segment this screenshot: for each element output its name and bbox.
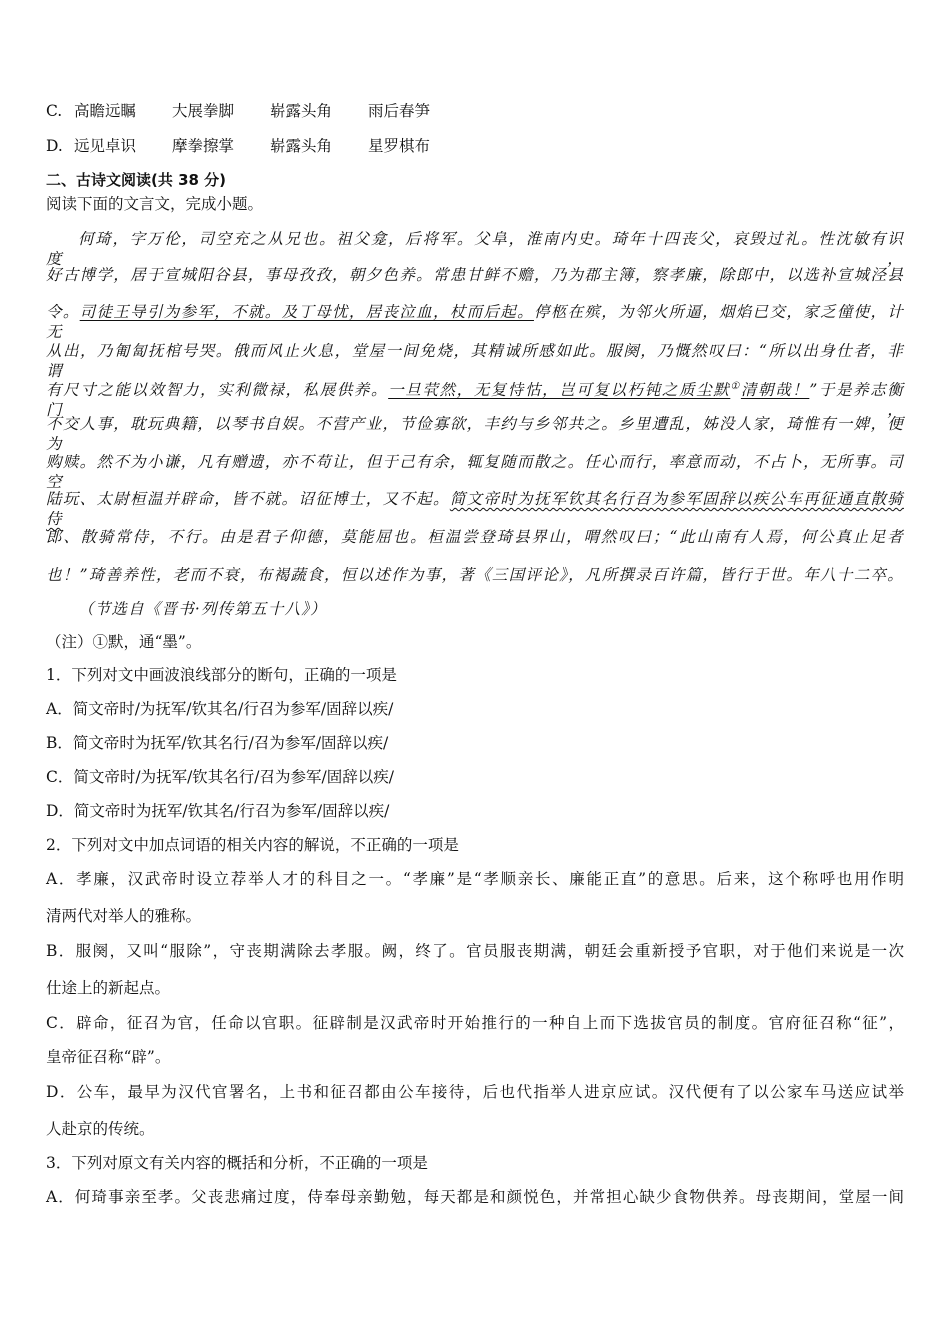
section-title: 二、古诗文阅读(共 38 分) bbox=[46, 171, 227, 189]
passage-line: 好古博学，居于宣城阳谷县，事母孜孜，朝夕色养。常患甘鲜不赡，乃为郡主簿，察孝廉，除郎中，以选补宣城泾县 bbox=[46, 266, 904, 284]
wavy-underlined-sentence: 简文帝时为抚军钦其名行召为参军固辞以疾公车再征通直散骑侍 bbox=[46, 490, 904, 528]
option-label: D. bbox=[46, 137, 63, 155]
passage-line bbox=[46, 489, 904, 529]
question-1-option-b: B．简文帝时为抚军/钦其名行/召为参军/固辞以疾/ bbox=[46, 734, 389, 752]
footnote-marker: ① bbox=[730, 381, 741, 392]
option-word: 崭露头角 bbox=[270, 137, 333, 155]
question-2-option-d-cont: 人赴京的传统。 bbox=[46, 1120, 155, 1138]
passage-note: （注）①默，通“墨”。 bbox=[46, 633, 202, 651]
passage-text: 停柩在殡，为邻火所逼，烟焰已交，家乏僮使，计无 bbox=[46, 303, 904, 341]
passage-text: ”于是养志衡门， bbox=[46, 381, 904, 420]
option-word: 雨后春笋 bbox=[368, 102, 431, 120]
question-3-option-a: A．何琦事亲至孝。父丧悲痛过度，侍奉母亲勤勉，每天都是和颜悦色，并常担心缺少食物供养。母丧期间，堂屋一间 bbox=[46, 1188, 904, 1206]
option-label: C. bbox=[46, 102, 63, 120]
question-1-stem: 1．下列对文中画波浪线部分的断句，正确的一项是 bbox=[46, 666, 397, 684]
question-1-option-c: C．简文帝时/为抚军/钦其名行/召为参军/固辞以疾/ bbox=[46, 768, 394, 786]
option-word: 高瞻远瞩 bbox=[74, 102, 137, 120]
option-word: 崭露头角 bbox=[270, 102, 333, 120]
question-2-option-d: D．公车，最早为汉代官署名，上书和征召都由公车接待，后也代指举人进京应试。汉代便有了以公家车马送应试举 bbox=[46, 1083, 904, 1101]
underlined-sentence: 司徒王导引为参军，不就。及丁母忧，居丧泣血，杖而后起。 bbox=[79, 303, 534, 321]
option-c bbox=[46, 101, 430, 121]
passage-line: 从出，乃匍匐抚棺号哭。俄而风止火息，堂屋一间免烧，其精诚所感如此。服阕，乃慨然叹曰：“所以出身仕者，非谓 bbox=[46, 342, 904, 380]
passage-text: 陆玩、太尉桓温并辟命，皆不就。诏征博士，又不起。 bbox=[46, 490, 450, 508]
underlined-sentence: 清朝哉！ bbox=[740, 381, 810, 400]
option-word: 大展拳脚 bbox=[172, 102, 235, 120]
option-d bbox=[46, 136, 430, 156]
passage-text: 有尺寸之能以效智力，实利微禄，私展供养。 bbox=[46, 381, 389, 400]
question-1-option-a: A．简文帝时/为抚军/钦其名/行召为参军/固辞以疾/ bbox=[46, 700, 394, 718]
section-instruction: 阅读下面的文言文，完成小题。 bbox=[46, 195, 264, 213]
option-word: 远见卓识 bbox=[74, 137, 137, 155]
question-2-option-a: A．孝廉，汉武帝时设立荐举人才的科目之一。“孝廉”是“孝顺亲长、廉能正直”的意思。后来，这个称呼也用作明 bbox=[46, 870, 904, 888]
passage-line: 购赎。然不为小谦，凡有赠遗，亦不苟让，但于己有余，辄复随而散之。任心而行，率意而动，不占卜，无所事。司空 bbox=[46, 453, 904, 491]
question-1-option-d: D．简文帝时为抚军/钦其名/行召为参军/固辞以疾/ bbox=[46, 802, 390, 820]
question-2-option-a-cont: 清两代对举人的雅称。 bbox=[46, 907, 202, 925]
passage-line: 郎、散骑常侍，不行。由是君子仰德，莫能屈也。桓温尝登琦县界山，喟然叹曰；“此山南有人焉，何公真止足者 bbox=[46, 528, 904, 546]
question-2-stem: 2．下列对文中加点词语的相关内容的解说，不正确的一项是 bbox=[46, 836, 459, 854]
option-word: 摩拳擦掌 bbox=[172, 137, 235, 155]
question-2-option-b-cont: 仕途上的新起点。 bbox=[46, 979, 171, 997]
passage-line: 不交人事，耽玩典籍，以琴书自娱。不营产业，节俭寡欲，丰约与乡邻共之。乡里遭乱，姊没人家，琦惟有一婢，便为 bbox=[46, 415, 904, 453]
passage-line: 也！”琦善养性，老而不衰，布褐蔬食，恒以述作为事，著《三国评论》，凡所撰录百许篇，皆行于世。年八十二卒。 bbox=[46, 566, 904, 584]
option-word: 星罗棋布 bbox=[368, 137, 431, 155]
question-2-option-c-cont: 皇帝征召称“辟”。 bbox=[46, 1048, 171, 1066]
passage-source: （节选自《晋书·列传第五十八》） bbox=[78, 600, 327, 618]
question-3-stem: 3．下列对原文有关内容的概括和分析，不正确的一项是 bbox=[46, 1154, 428, 1172]
question-2-option-b: B．服阕，又叫“服除”，守丧期满除去孝服。阙，终了。官员服丧期满，朝廷会重新授予官职，对于他们来说是一次 bbox=[46, 942, 904, 960]
underlined-sentence: 一旦茕然，无复恃怙，岂可复以朽钝之质尘默 bbox=[388, 381, 731, 400]
question-2-option-c: C．辟命，征召为官，任命以官职。征辟制是汉武帝时开始推行的一种自上而下选拔官员的制度。官府征召称“征”， bbox=[46, 1014, 904, 1032]
passage-line bbox=[46, 302, 904, 342]
passage-text: 令。 bbox=[46, 303, 80, 321]
passage-line: 何琦，字万伦，司空充之从兄也。祖父龛，后将军。父阜，淮南内史。琦年十四丧父，哀毁过礼。性沈敏有识度， bbox=[46, 230, 904, 268]
